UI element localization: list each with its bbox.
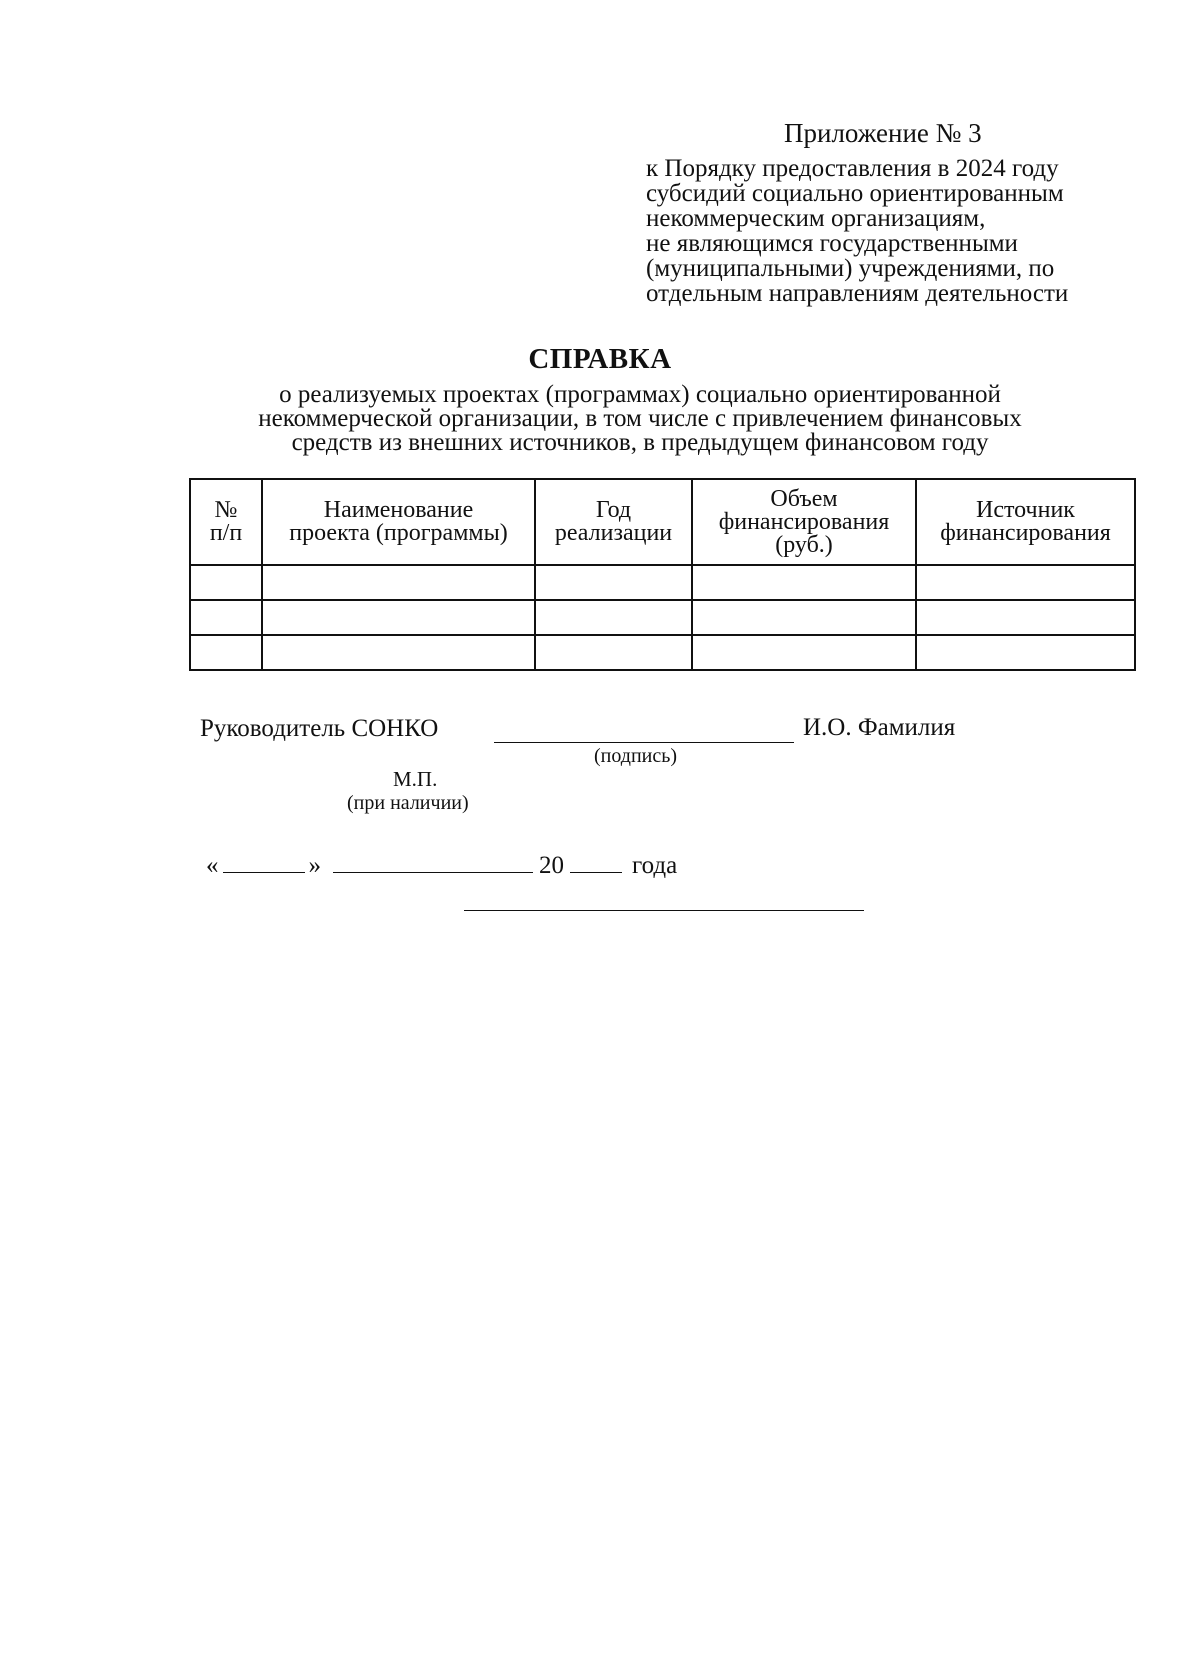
appendix-line: отдельным направлениям деятельности <box>646 280 1069 307</box>
table-cell[interactable] <box>692 565 916 600</box>
table-cell[interactable] <box>262 600 535 635</box>
stamp-caption: (при наличии) <box>347 792 469 814</box>
appendix-title: Приложение № 3 <box>784 118 982 148</box>
subtitle-line: средств из внешних источников, в предыдущем финансовом году <box>291 429 989 456</box>
table-cell[interactable] <box>262 635 535 670</box>
bottom-divider-line <box>464 910 864 911</box>
stamp-label: М.П. <box>393 767 438 791</box>
document-title: СПРАВКА <box>528 343 672 375</box>
appendix-line: (муниципальными) учреждениями, по <box>646 255 1055 282</box>
date-row <box>206 850 677 881</box>
table-cell[interactable] <box>692 635 916 670</box>
signer-role: Руководитель СОНКО <box>200 715 439 742</box>
table-cell[interactable] <box>916 635 1135 670</box>
date-close-quote: » <box>308 852 321 879</box>
header-number: № п/п <box>190 479 262 565</box>
table-row <box>190 600 1135 635</box>
appendix-line: субсидий социально ориентированным <box>646 180 1064 207</box>
projects-table <box>189 478 1136 671</box>
table-header-row <box>190 479 1135 565</box>
date-year-blank[interactable] <box>570 850 622 873</box>
document-subtitle <box>190 383 1090 455</box>
header-funding-source: Источник финансирования <box>916 479 1135 565</box>
table-cell[interactable] <box>190 635 262 670</box>
appendix-line: к Порядку предоставления в 2024 году <box>646 155 1059 182</box>
date-day-blank[interactable] <box>223 850 305 873</box>
date-month-blank[interactable] <box>333 850 533 873</box>
table-cell[interactable] <box>916 600 1135 635</box>
appendix-reference <box>646 156 1166 306</box>
subtitle-line: некоммерческой организации, в том числе с привлечением финансовых <box>258 405 1022 432</box>
date-century: 20 <box>539 852 564 879</box>
header-funding-amount: Объем финансирования (руб.) <box>692 479 916 565</box>
date-open-quote: « <box>206 852 219 879</box>
table-cell[interactable] <box>190 600 262 635</box>
signature-caption: (подпись) <box>594 745 678 767</box>
appendix-line: не являющимся государственными <box>646 230 1018 257</box>
table-cell[interactable] <box>535 635 692 670</box>
signature-line[interactable] <box>494 742 794 743</box>
table-cell[interactable] <box>535 600 692 635</box>
subtitle-line: о реализуемых проектах (программах) социально ориентированной <box>279 381 1001 408</box>
table-row <box>190 635 1135 670</box>
table-cell[interactable] <box>692 600 916 635</box>
table-cell[interactable] <box>535 565 692 600</box>
table-cell[interactable] <box>916 565 1135 600</box>
table-cell[interactable] <box>262 565 535 600</box>
appendix-line: некоммерческим организациям, <box>646 205 986 232</box>
table-row <box>190 565 1135 600</box>
signer-name: И.О. Фамилия <box>803 714 956 741</box>
table-cell[interactable] <box>190 565 262 600</box>
header-project-name: Наименование проекта (программы) <box>262 479 535 565</box>
date-year-word: года <box>632 852 678 879</box>
header-year: Год реализации <box>535 479 692 565</box>
